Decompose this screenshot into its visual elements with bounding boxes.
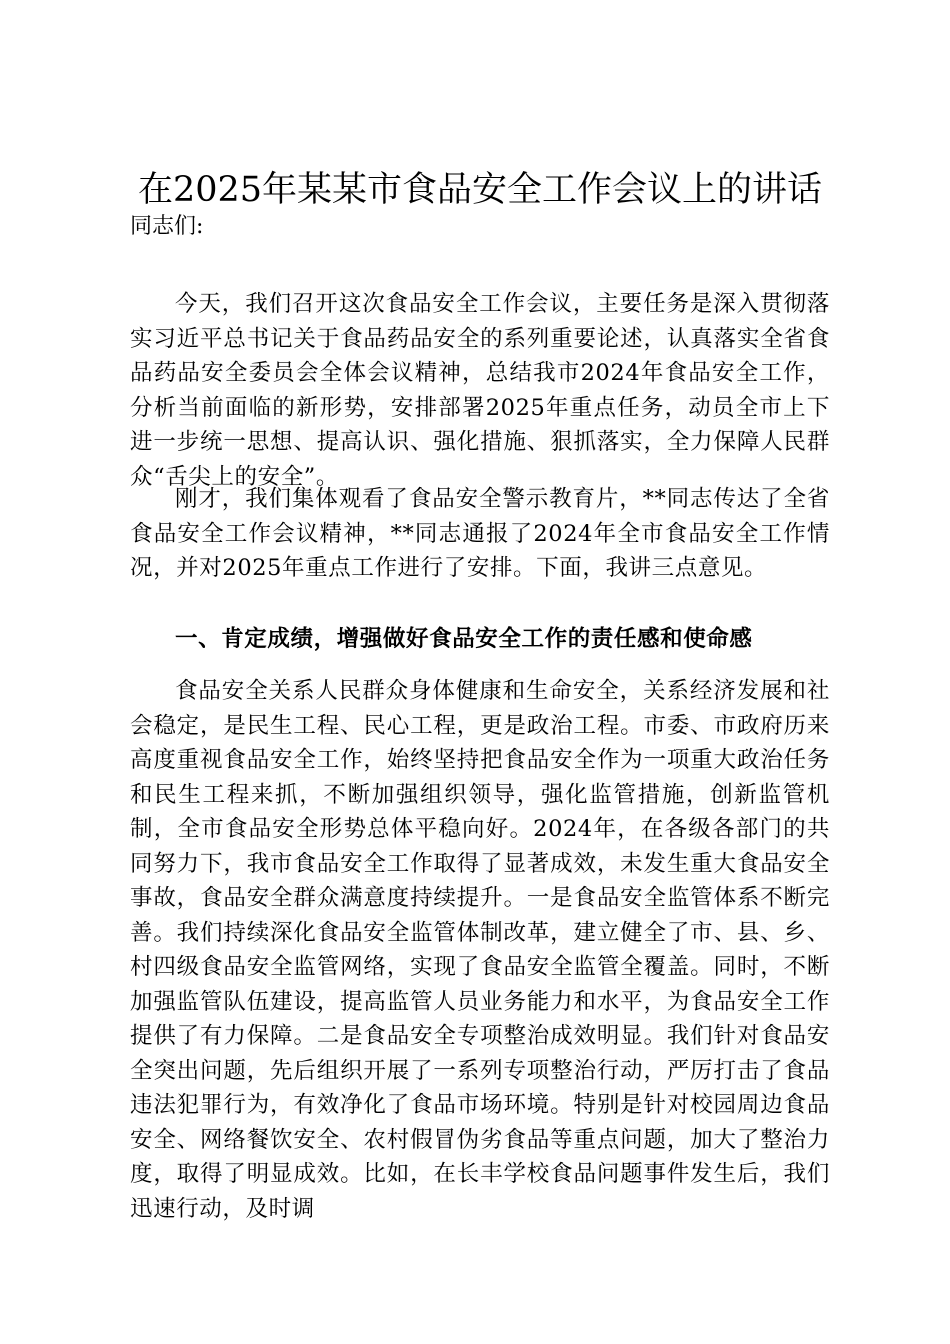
document-title: 在2025年某某市食品安全工作会议上的讲话 — [137, 170, 823, 210]
paragraph-context: 刚才，我们集体观看了食品安全警示教育片，**同志传达了全省食品安全工作会议精神，**同志通报了2024年全市食品安全工作情况，并对2025年重点工作进行了安排。下面，我讲三点意见。 — [130, 486, 830, 581]
paragraph-section-body: 食品安全关系人民群众身体健康和生命安全，关系经济发展和社会稳定，是民生工程、民心工程，更是政治工程。市委、市政府历来高度重视食品安全工作，始终坚持把食品安全作为一项重大政治任务和民生工程来抓，不断加强组织领导，强化监管措施，创新监管机制，全市食品安全形势总体平稳向好。2024年，在各级各部门的共同努力下，我市食品安全工作取得了显著成效，未发生重大食品安全事故，食品安全群众满意度持续提升。一是食品安全监管体系不断完善。我们持续深化食品安全监管体制改革，建立健全了市、县、乡、村四级食品安全监管网络，实现了食品安全监管全覆盖。同时，不断加强监管队伍建设，提高监管人员业务能力和水平，为食品安全工作提供了有力保障。二是食品安全专项整治成效明显。我们针对食品安全突出问题，先后组织开展了一系列专项整治行动，严厉打击了食品违法犯罪行为，有效净化了食品市场环境。特别是针对校园周边食品安全、网络餐饮安全、农村假冒伪劣食品等重点问题，加大了整治力度，取得了明显成效。比如，在长丰学校食品问题事件发生后，我们迅速行动，及时调 — [130, 678, 830, 1222]
section-heading: 一、肯定成绩，增强做好食品安全工作的责任感和使命感 — [175, 626, 753, 652]
salutation: 同志们: — [130, 214, 204, 239]
paragraph-opening: 今天，我们召开这次食品安全工作会议，主要任务是深入贯彻落实习近平总书记关于食品药品安全的系列重要论述，认真落实全省食品药品安全委员会全体会议精神，总结我市2024年食品安全工作，分析当前面临的新形势，安排部署2025年重点任务，动员全市上下进一步统一思想、提高认识、强化措施、狠抓落实，全力保障人民群众“舌尖上的安全”。 — [130, 291, 830, 490]
